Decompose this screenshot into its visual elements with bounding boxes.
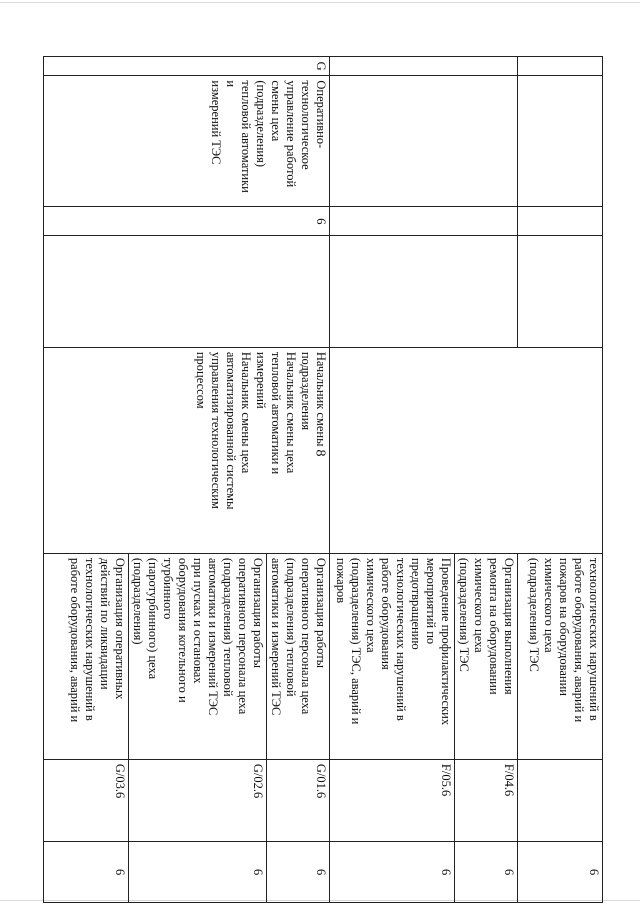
function-cell: Организация работы оперативного персонала цеха (подразделения) тепловой автоматики и измерений ТЭС при пусках и остановах оборудования котельного и турбинного (паротурбинного) цеха (подразделения): [129, 553, 267, 759]
functions-table: [43, 56, 603, 903]
function-level: 6: [518, 842, 603, 903]
page-number: 8: [312, 449, 328, 457]
function-level: 6: [44, 842, 129, 903]
table-row: [267, 57, 330, 903]
cell: [518, 207, 603, 236]
cell: [330, 236, 518, 348]
function-code: [518, 759, 603, 841]
group-code: G: [44, 57, 330, 76]
rotated-table-container: [46, 56, 603, 903]
function-code: F/05.6: [330, 759, 455, 841]
function-cell: Организация оперативных действий по ликвидации технологических нарушений в работе оборудования, аварий и: [44, 553, 129, 759]
function-code: F/04.6: [455, 759, 518, 841]
group-level: 6: [44, 207, 330, 236]
cell: [330, 76, 518, 207]
table-row: [518, 57, 603, 903]
cell: [330, 207, 518, 236]
function-level: 6: [455, 842, 518, 903]
function-cell: Проведение профилактических мероприятий по предотвращению технологических нарушений в работе оборудования химического цеха (подразделения) ТЭС, аварий и пожаров: [330, 553, 455, 759]
scan-border-top: [0, 2, 640, 3]
cell: [330, 57, 518, 76]
function-code: G/01.6: [267, 759, 330, 841]
group-name: Оперативно- технологическое управление работой смены цеха (подразделения) тепловой автоматики и измерений ТЭС: [44, 76, 330, 207]
function-code: G/03.6: [44, 759, 129, 841]
function-level: 6: [267, 842, 330, 903]
function-cell: Организация выполнения ремонта на оборудовании химического цеха (подразделения) ТЭС: [455, 553, 518, 759]
cell: [518, 76, 603, 207]
function-cell: технологических нарушений в работе оборудования, аварий и пожаров на оборудовании химического цеха (подразделения) ТЭС: [518, 553, 603, 759]
function-level: 6: [330, 842, 455, 903]
function-level: 6: [129, 842, 267, 903]
positions-cell: Начальник смены подразделения Начальник смены цеха тепловой автоматики и измерений Начальник смены цеха автоматизированной системы управления технологическим процессом: [44, 347, 330, 553]
cell: [44, 236, 330, 348]
cell: [518, 236, 603, 348]
function-cell: Организация работы оперативного персонала цеха (подразделения) тепловой автоматики и измерений ТЭС: [267, 553, 330, 759]
function-code: G/02.6: [129, 759, 267, 841]
cell: [518, 57, 603, 76]
cell: [330, 347, 603, 553]
